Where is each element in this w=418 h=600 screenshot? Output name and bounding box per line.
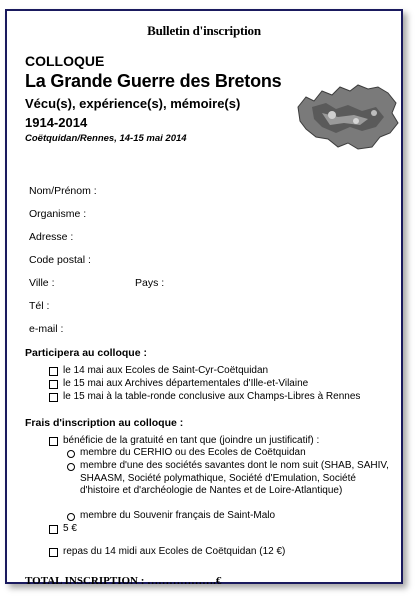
radio-societes-savantes[interactable] (67, 460, 392, 498)
checkbox[interactable] (49, 367, 58, 376)
radio-souvenir-francais[interactable] (67, 510, 387, 523)
radio-cerhio[interactable] (67, 447, 387, 460)
radio-label: membre du CERHIO ou des Ecoles de Coëtquidan (80, 447, 306, 458)
city-label: Ville : (29, 277, 55, 289)
participation-title: Participera au colloque : (25, 347, 147, 359)
participation-option-label: le 14 mai aux Ecoles de Saint-Cyr-Coëtquidan (63, 365, 269, 376)
form-heading: Bulletin d'inscription (147, 23, 261, 38)
postal-code-label: Code postal : (29, 254, 91, 266)
event-type: COLLOQUE (25, 53, 105, 69)
checkbox[interactable] (49, 393, 58, 402)
checkbox[interactable] (49, 437, 58, 446)
participation-option-label: le 15 mai aux Archives départementales d'Ille-et-Vilaine (63, 378, 309, 389)
event-title: La Grande Guerre des Bretons (25, 71, 282, 91)
gratuite-option[interactable] (49, 435, 319, 446)
participation-option-2[interactable] (49, 378, 308, 389)
radio-button[interactable] (67, 513, 75, 521)
participation-option-1[interactable] (49, 365, 268, 376)
checkbox[interactable] (49, 525, 58, 534)
checkbox[interactable] (49, 380, 58, 389)
phone-label: Tél : (29, 300, 50, 312)
participation-option-label: le 15 mai à la table-ronde conclusive aux Champs-Libres à Rennes (63, 391, 361, 402)
gratuite-label: bénéficie de la gratuité en tant que (joindre un justificatif) : (63, 435, 320, 446)
radio-label: membre du Souvenir français de Saint-Malo (80, 510, 276, 521)
event-years: 1914-2014 (25, 115, 88, 130)
registration-form-frame (5, 9, 403, 587)
name-label: Nom/Prénom : (29, 185, 97, 197)
five-euro-option[interactable] (49, 523, 77, 534)
event-place-date: Coëtquidan/Rennes, 14-15 mai 2014 (25, 133, 187, 144)
participation-option-3[interactable] (49, 391, 360, 402)
radio-button[interactable] (67, 463, 75, 471)
brittany-map-image (292, 77, 402, 157)
email-label: e-mail : (29, 323, 64, 335)
organisme-label: Organisme : (29, 208, 87, 220)
five-euro-label: 5 € (63, 523, 77, 534)
repas-label: repas du 14 midi aux Ecoles de Coëtquidan (12 €) (63, 546, 286, 557)
radio-label: membre d'une des sociétés savantes dont le nom suit (SHAB, SAHIV, SHAASM, Société polymathique, Société d'Emulation, Société d'histoire et d'archéologie de Nantes et de Loire-Atlantique) (80, 460, 389, 496)
radio-button[interactable] (67, 450, 75, 458)
repas-option[interactable] (49, 546, 285, 557)
country-label: Pays : (135, 277, 165, 289)
address-label: Adresse : (29, 231, 74, 243)
event-subtitle: Vécu(s), expérience(s), mémoire(s) (25, 96, 241, 111)
checkbox[interactable] (49, 548, 58, 557)
frais-title: Frais d'inscription au colloque : (25, 417, 184, 429)
total-inscription: TOTAL INSCRIPTION : ……………….€ (25, 575, 222, 587)
